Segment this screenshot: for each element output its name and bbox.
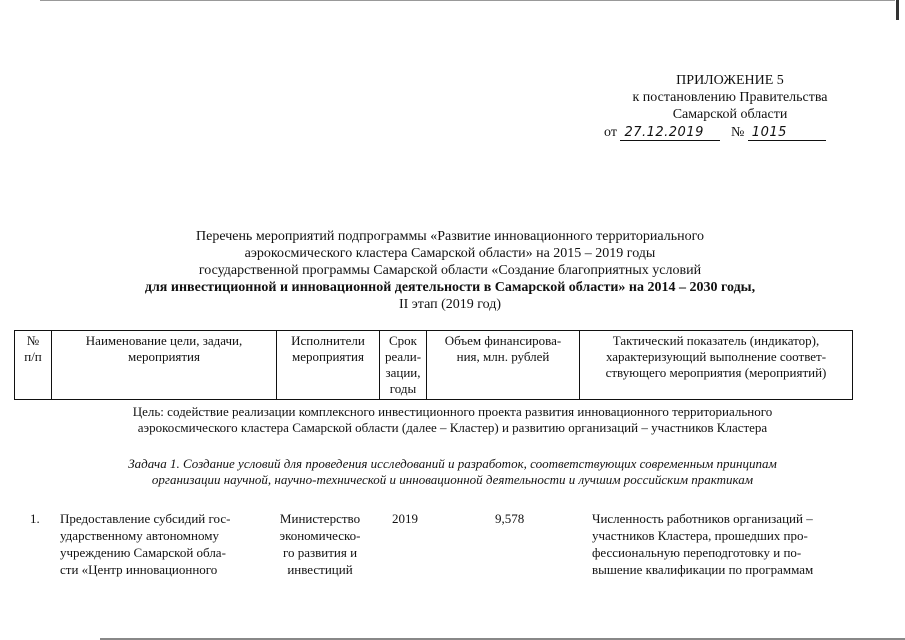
header-col-term: Срок реали- зации, годы	[380, 331, 427, 400]
task-text: Задача 1. Создание условий для проведения исследований и разработок, соответствующих современным принципам организации научной, научно-технической и инновационной деятельности и лучшим российским практикам	[128, 456, 777, 487]
title-line: II этап (2019 год)	[398, 297, 502, 312]
title-line: аэрокосмического кластера Самарской области» на 2015 – 2019 годы	[244, 246, 656, 261]
header-col-funding: Объем финансирова- ния, млн. рублей	[427, 331, 580, 400]
row-year: 2019	[392, 511, 418, 526]
title-line: для инвестиционной и инновационной деятельности в Самарской области» на 2014 – 2030 годы,	[144, 280, 756, 295]
row-indicator: Численность работников организаций – участников Кластера, прошедших про- фессиональную переподготовку и по- вышение квалификации по программам	[592, 511, 814, 577]
appendix-heading: ПРИЛОЖЕНИЕ 5	[676, 73, 784, 88]
resolution-date: 27.12.2019	[620, 125, 720, 141]
appendix-resolution: к постановлению Правительства	[632, 90, 828, 105]
appendix-block	[610, 72, 850, 123]
measures-table-header	[14, 330, 853, 400]
resolution-date-number	[604, 125, 826, 141]
date-prefix: от	[604, 125, 617, 140]
scan-edge-mark	[896, 0, 899, 20]
title-line: государственной программы Самарской области «Создание благоприятных условий	[198, 263, 702, 278]
title-line: Перечень мероприятий подпрограммы «Развитие инновационного территориального	[196, 229, 704, 244]
document-title	[60, 228, 840, 313]
goal-text: Цель: содействие реализации комплексного инвестиционного проекта развития инновационного территориального аэрокосмического кластера Самарской области (далее – Кластер) и развитию организаций – участников Кластера	[132, 404, 773, 435]
scan-margin	[0, 0, 905, 10]
row-number: 1.	[30, 511, 40, 526]
appendix-region: Самарской области	[672, 107, 788, 122]
scan-edge-line	[40, 0, 895, 1]
header-col-number: № п/п	[15, 331, 52, 400]
row-executor: Министерство экономическо- го развития и инвестиций	[279, 511, 361, 577]
header-col-name: Наименование цели, задачи, мероприятия	[52, 331, 277, 400]
number-prefix: №	[730, 125, 745, 140]
header-col-indicator: Тактический показатель (индикатор), характеризующий выполнение соответ- ствующего мероприятия (мероприятий)	[580, 331, 853, 400]
row-amount: 9,578	[495, 511, 525, 526]
header-col-executor: Исполнители мероприятия	[277, 331, 380, 400]
row-measure-name: Предоставление субсидий гос- ударственному автономному учреждению Самарской обла- сти «Центр инновационного	[60, 511, 231, 577]
resolution-number: 1015	[748, 125, 826, 141]
